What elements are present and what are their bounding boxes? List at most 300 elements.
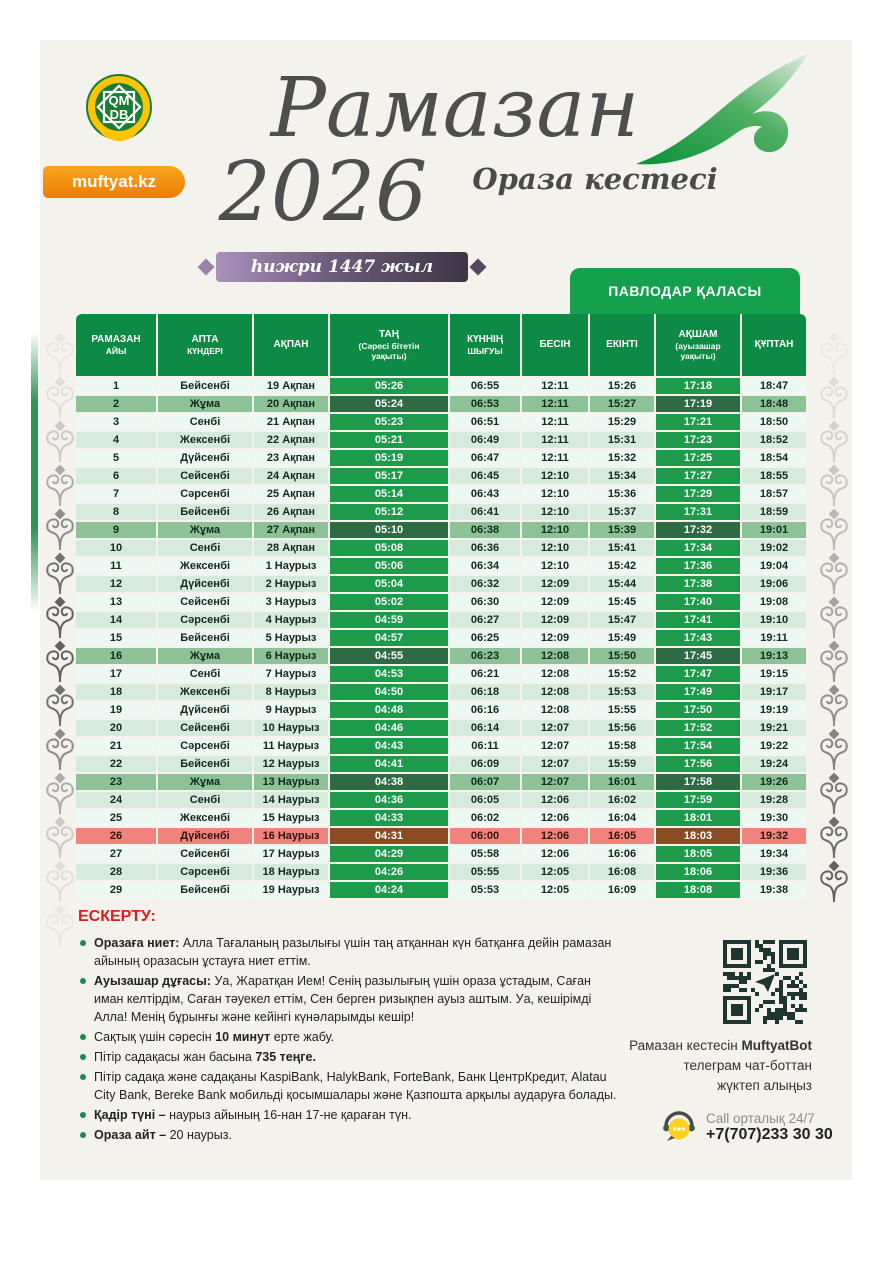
table-body: [76, 378, 806, 898]
note-item: Сақтық үшін сәресін 10 минут ерте жабу.: [78, 1028, 623, 1046]
cell-aqsham-time: 17:38: [656, 576, 740, 592]
cell-sunrise-time: 06:43: [450, 486, 520, 502]
cell-tan-time: 04:36: [330, 792, 448, 808]
cell-besin-time: 12:09: [522, 612, 588, 628]
cell-ekinti-time: 16:05: [590, 828, 654, 844]
ornament-motif-icon: [45, 420, 75, 464]
cell-tan-time: 05:04: [330, 576, 448, 592]
cell-aqsham-time: 17:54: [656, 738, 740, 754]
table-row: [76, 468, 806, 484]
call-center-phone[interactable]: +7(707)233 30 30: [706, 1125, 833, 1143]
cell-sunrise-time: 06:25: [450, 630, 520, 646]
cell-quptan-time: 19:28: [742, 792, 806, 808]
cell-date: 8 Наурыз: [254, 684, 328, 700]
ornament-motif-icon: [45, 376, 75, 420]
ornament-motif-icon: [819, 552, 849, 596]
cell-besin-time: 12:08: [522, 684, 588, 700]
cell-day-number: 15: [76, 630, 156, 646]
cell-besin-time: 12:06: [522, 846, 588, 862]
cell-besin-time: 12:11: [522, 378, 588, 394]
cell-ekinti-time: 16:06: [590, 846, 654, 862]
cell-ekinti-time: 15:39: [590, 522, 654, 538]
table-row: [76, 720, 806, 736]
cell-weekday: Жексенбі: [158, 558, 252, 574]
cell-ekinti-time: 15:55: [590, 702, 654, 718]
cell-tan-time: 05:14: [330, 486, 448, 502]
cell-weekday: Бейсенбі: [158, 504, 252, 520]
cell-ekinti-time: 15:44: [590, 576, 654, 592]
cell-quptan-time: 19:08: [742, 594, 806, 610]
cell-ekinti-time: 16:04: [590, 810, 654, 826]
table-row: [76, 792, 806, 808]
cell-weekday: Бейсенбі: [158, 378, 252, 394]
cell-weekday: Сейсенбі: [158, 594, 252, 610]
cell-day-number: 4: [76, 432, 156, 448]
qr-caption: Рамазан кестесін MuftyatBot телеграм чат-боттан жүктеп алыңыз: [629, 1038, 812, 1093]
cell-aqsham-time: 17:45: [656, 648, 740, 664]
note-item: Пітір садақа және садақаны KaspiBank, HalykBank, ForteBank, Банк ЦентрКредит, Alatau City Bank, Bereke Bank мобильді қосымшалары және Қазпошта арқылы аударуға болады.: [78, 1068, 623, 1104]
cell-day-number: 10: [76, 540, 156, 556]
cell-ekinti-time: 15:31: [590, 432, 654, 448]
cell-quptan-time: 19:01: [742, 522, 806, 538]
ornament-motif-icon: [45, 596, 75, 640]
cell-day-number: 23: [76, 774, 156, 790]
poster-page: [40, 40, 852, 1180]
ornament-motif-icon: [45, 728, 75, 772]
cell-aqsham-time: 17:58: [656, 774, 740, 790]
table-row: [76, 684, 806, 700]
cell-sunrise-time: 05:55: [450, 864, 520, 880]
cell-ekinti-time: 15:37: [590, 504, 654, 520]
cell-quptan-time: 18:54: [742, 450, 806, 466]
cell-date: 15 Наурыз: [254, 810, 328, 826]
ornament-motif-icon: [45, 508, 75, 552]
cell-quptan-time: 19:06: [742, 576, 806, 592]
cell-date: 19 Наурыз: [254, 882, 328, 898]
cell-tan-time: 05:17: [330, 468, 448, 484]
cell-day-number: 12: [76, 576, 156, 592]
table-row: [76, 396, 806, 412]
cell-ekinti-time: 15:26: [590, 378, 654, 394]
cell-aqsham-time: 17:43: [656, 630, 740, 646]
cell-ekinti-time: 15:59: [590, 756, 654, 772]
cell-sunrise-time: 06:53: [450, 396, 520, 412]
cell-sunrise-time: 05:58: [450, 846, 520, 862]
cell-quptan-time: 18:52: [742, 432, 806, 448]
cell-ekinti-time: 15:49: [590, 630, 654, 646]
cell-weekday: Жұма: [158, 522, 252, 538]
cell-quptan-time: 19:30: [742, 810, 806, 826]
table-row: [76, 864, 806, 880]
cell-date: 1 Наурыз: [254, 558, 328, 574]
cell-sunrise-time: 06:07: [450, 774, 520, 790]
cell-ekinti-time: 15:34: [590, 468, 654, 484]
call-center-block: [660, 1108, 833, 1146]
cell-day-number: 11: [76, 558, 156, 574]
cell-tan-time: 04:55: [330, 648, 448, 664]
bullet-icon: [80, 940, 86, 946]
cell-weekday: Жексенбі: [158, 432, 252, 448]
cell-sunrise-time: 06:21: [450, 666, 520, 682]
cell-tan-time: 04:38: [330, 774, 448, 790]
cell-aqsham-time: 17:29: [656, 486, 740, 502]
cell-besin-time: 12:11: [522, 414, 588, 430]
table-row: [76, 774, 806, 790]
column-header: БЕСІН: [522, 314, 588, 376]
cell-date: 23 Ақпан: [254, 450, 328, 466]
cell-ekinti-time: 16:01: [590, 774, 654, 790]
cell-quptan-time: 19:17: [742, 684, 806, 700]
cell-quptan-time: 19:11: [742, 630, 806, 646]
column-header: ҚҰПТАН: [742, 314, 806, 376]
cell-sunrise-time: 06:51: [450, 414, 520, 430]
cell-day-number: 28: [76, 864, 156, 880]
ornament-motif-icon: [45, 772, 75, 816]
ornament-motif-icon: [819, 508, 849, 552]
cell-ekinti-time: 15:27: [590, 396, 654, 412]
cell-besin-time: 12:07: [522, 720, 588, 736]
cell-weekday: Сәрсенбі: [158, 864, 252, 880]
note-item: Оразаға ниет: Алла Тағаланың разылығы үшін таң атқаннан күн батқанға дейін рамазан айының оразасын ұстауға ниет еттім.: [78, 934, 623, 970]
cell-day-number: 26: [76, 828, 156, 844]
cell-aqsham-time: 18:05: [656, 846, 740, 862]
cell-ekinti-time: 15:41: [590, 540, 654, 556]
table-row: [76, 576, 806, 592]
cell-ekinti-time: 15:36: [590, 486, 654, 502]
cell-day-number: 20: [76, 720, 156, 736]
cell-quptan-time: 19:10: [742, 612, 806, 628]
cell-weekday: Сейсенбі: [158, 846, 252, 862]
cell-date: 2 Наурыз: [254, 576, 328, 592]
cell-date: 28 Ақпан: [254, 540, 328, 556]
cell-besin-time: 12:06: [522, 792, 588, 808]
cell-tan-time: 04:41: [330, 756, 448, 772]
cell-aqsham-time: 18:06: [656, 864, 740, 880]
cell-aqsham-time: 17:52: [656, 720, 740, 736]
cell-weekday: Сенбі: [158, 666, 252, 682]
cell-quptan-time: 19:38: [742, 882, 806, 898]
cell-tan-time: 04:48: [330, 702, 448, 718]
cell-date: 27 Ақпан: [254, 522, 328, 538]
cell-tan-time: 04:31: [330, 828, 448, 844]
table-row: [76, 594, 806, 610]
cell-ekinti-time: 15:29: [590, 414, 654, 430]
cell-besin-time: 12:05: [522, 864, 588, 880]
cell-quptan-time: 18:59: [742, 504, 806, 520]
cell-quptan-time: 18:55: [742, 468, 806, 484]
cell-date: 7 Наурыз: [254, 666, 328, 682]
cell-besin-time: 12:10: [522, 486, 588, 502]
cell-besin-time: 12:11: [522, 450, 588, 466]
cell-quptan-time: 19:15: [742, 666, 806, 682]
cell-weekday: Дүйсенбі: [158, 576, 252, 592]
cell-tan-time: 04:26: [330, 864, 448, 880]
ornament-motif-icon: [819, 596, 849, 640]
ornament-motif-icon: [819, 772, 849, 816]
cell-besin-time: 12:06: [522, 810, 588, 826]
cell-besin-time: 12:10: [522, 504, 588, 520]
ornament-motif-icon: [45, 860, 75, 904]
call-center-icon: [660, 1108, 698, 1146]
cell-date: 19 Ақпан: [254, 378, 328, 394]
cell-besin-time: 12:06: [522, 828, 588, 844]
cell-day-number: 14: [76, 612, 156, 628]
column-header: КҮННІҢ ШЫҒУЫ: [450, 314, 520, 376]
cell-day-number: 29: [76, 882, 156, 898]
column-header: ЕКІНТІ: [590, 314, 654, 376]
table-row: [76, 378, 806, 394]
cell-sunrise-time: 06:14: [450, 720, 520, 736]
table-row: [76, 882, 806, 898]
cell-quptan-time: 19:02: [742, 540, 806, 556]
cell-sunrise-time: 06:27: [450, 612, 520, 628]
cell-weekday: Жұма: [158, 774, 252, 790]
cell-date: 10 Наурыз: [254, 720, 328, 736]
wave-swoosh-icon: [632, 52, 817, 182]
notes-section: [78, 908, 623, 1146]
ornament-border-right: [819, 332, 849, 904]
ornament-motif-icon: [819, 728, 849, 772]
cell-ekinti-time: 15:42: [590, 558, 654, 574]
cell-tan-time: 05:26: [330, 378, 448, 394]
ornament-motif-icon: [45, 816, 75, 860]
cell-tan-time: 05:23: [330, 414, 448, 430]
cell-tan-time: 04:43: [330, 738, 448, 754]
cell-tan-time: 04:53: [330, 666, 448, 682]
cell-tan-time: 04:59: [330, 612, 448, 628]
cell-tan-time: 05:10: [330, 522, 448, 538]
cell-weekday: Сенбі: [158, 540, 252, 556]
table-row: [76, 702, 806, 718]
cell-ekinti-time: 15:53: [590, 684, 654, 700]
ornament-motif-icon: [45, 464, 75, 508]
cell-tan-time: 04:24: [330, 882, 448, 898]
cell-weekday: Бейсенбі: [158, 882, 252, 898]
cell-weekday: Сәрсенбі: [158, 612, 252, 628]
cell-besin-time: 12:10: [522, 468, 588, 484]
table-row: [76, 648, 806, 664]
cell-sunrise-time: 06:30: [450, 594, 520, 610]
cell-date: 5 Наурыз: [254, 630, 328, 646]
cell-weekday: Сәрсенбі: [158, 738, 252, 754]
cell-aqsham-time: 17:23: [656, 432, 740, 448]
cell-date: 18 Наурыз: [254, 864, 328, 880]
ornament-motif-icon: [819, 464, 849, 508]
cell-aqsham-time: 17:21: [656, 414, 740, 430]
cell-tan-time: 04:29: [330, 846, 448, 862]
note-item: Пітір садақасы жан басына 735 теңге.: [78, 1048, 623, 1066]
cell-date: 16 Наурыз: [254, 828, 328, 844]
cell-day-number: 5: [76, 450, 156, 466]
cell-date: 12 Наурыз: [254, 756, 328, 772]
green-stripe-decoration: [31, 332, 38, 612]
cell-ekinti-time: 16:02: [590, 792, 654, 808]
cell-ekinti-time: 15:56: [590, 720, 654, 736]
title-ramazan: Рамазан: [270, 61, 640, 156]
cell-day-number: 13: [76, 594, 156, 610]
telegram-qr-code: [723, 940, 807, 1024]
cell-besin-time: 12:09: [522, 630, 588, 646]
title-year: 2026: [218, 145, 428, 240]
cell-quptan-time: 18:47: [742, 378, 806, 394]
cell-date: 26 Ақпан: [254, 504, 328, 520]
cell-quptan-time: 19:04: [742, 558, 806, 574]
cell-date: 24 Ақпан: [254, 468, 328, 484]
cell-date: 20 Ақпан: [254, 396, 328, 412]
cell-sunrise-time: 06:36: [450, 540, 520, 556]
cell-aqsham-time: 17:47: [656, 666, 740, 682]
logo-text-bottom: DB: [109, 107, 129, 122]
cell-date: 14 Наурыз: [254, 792, 328, 808]
cell-weekday: Сейсенбі: [158, 720, 252, 736]
cell-aqsham-time: 17:31: [656, 504, 740, 520]
ornament-motif-icon: [45, 640, 75, 684]
table-row: [76, 558, 806, 574]
cell-sunrise-time: 06:00: [450, 828, 520, 844]
cell-tan-time: 04:33: [330, 810, 448, 826]
cell-quptan-time: 19:24: [742, 756, 806, 772]
table-row: [76, 756, 806, 772]
bullet-icon: [80, 1112, 86, 1118]
bullet-icon: [80, 1074, 86, 1080]
cell-day-number: 1: [76, 378, 156, 394]
cell-besin-time: 12:07: [522, 738, 588, 754]
cell-ekinti-time: 16:08: [590, 864, 654, 880]
cell-quptan-time: 19:21: [742, 720, 806, 736]
table-row: [76, 450, 806, 466]
hijri-banner: һижри 1447 жыл: [216, 252, 468, 282]
cell-day-number: 25: [76, 810, 156, 826]
table-header-row: [76, 314, 806, 376]
cell-weekday: Дүйсенбі: [158, 702, 252, 718]
note-item: Қадір түні – наурыз айының 16-нан 17-не қараған түн.: [78, 1106, 623, 1124]
table-row: [76, 432, 806, 448]
ornament-motif-icon: [819, 376, 849, 420]
cell-besin-time: 12:05: [522, 882, 588, 898]
cell-besin-time: 12:08: [522, 666, 588, 682]
cell-weekday: Дүйсенбі: [158, 450, 252, 466]
cell-date: 13 Наурыз: [254, 774, 328, 790]
city-button[interactable]: ПАВЛОДАР ҚАЛАСЫ: [570, 268, 800, 314]
cell-quptan-time: 19:32: [742, 828, 806, 844]
cell-sunrise-time: 06:02: [450, 810, 520, 826]
table-row: [76, 486, 806, 502]
cell-day-number: 24: [76, 792, 156, 808]
cell-day-number: 8: [76, 504, 156, 520]
ornament-motif-icon: [819, 640, 849, 684]
cell-besin-time: 12:10: [522, 522, 588, 538]
cell-tan-time: 05:24: [330, 396, 448, 412]
cell-aqsham-time: 18:08: [656, 882, 740, 898]
table-row: [76, 612, 806, 628]
cell-aqsham-time: 17:27: [656, 468, 740, 484]
cell-date: 9 Наурыз: [254, 702, 328, 718]
cell-sunrise-time: 06:11: [450, 738, 520, 754]
prayer-timetable: [76, 314, 806, 900]
cell-quptan-time: 19:34: [742, 846, 806, 862]
cell-ekinti-time: 15:32: [590, 450, 654, 466]
cell-date: 25 Ақпан: [254, 486, 328, 502]
cell-sunrise-time: 06:55: [450, 378, 520, 394]
cell-besin-time: 12:09: [522, 594, 588, 610]
cell-tan-time: 05:12: [330, 504, 448, 520]
cell-aqsham-time: 17:56: [656, 756, 740, 772]
cell-besin-time: 12:08: [522, 648, 588, 664]
cell-quptan-time: 19:22: [742, 738, 806, 754]
cell-day-number: 18: [76, 684, 156, 700]
cell-quptan-time: 19:19: [742, 702, 806, 718]
cell-sunrise-time: 05:53: [450, 882, 520, 898]
logo-text-top: QM: [108, 93, 130, 108]
cell-aqsham-time: 17:18: [656, 378, 740, 394]
ornament-motif-icon: [45, 332, 75, 376]
cell-aqsham-time: 18:03: [656, 828, 740, 844]
cell-ekinti-time: 15:58: [590, 738, 654, 754]
cell-quptan-time: 19:36: [742, 864, 806, 880]
note-item: Ораза айт – 20 наурыз.: [78, 1126, 623, 1144]
bullet-icon: [80, 1054, 86, 1060]
cell-weekday: Бейсенбі: [158, 630, 252, 646]
cell-aqsham-time: 17:59: [656, 792, 740, 808]
cell-besin-time: 12:10: [522, 558, 588, 574]
cell-weekday: Жұма: [158, 396, 252, 412]
cell-sunrise-time: 06:09: [450, 756, 520, 772]
cell-weekday: Сенбі: [158, 792, 252, 808]
muftyat-badge[interactable]: muftyat.kz: [43, 166, 185, 198]
column-header: РАМАЗАН АЙЫ: [76, 314, 156, 376]
table-row: [76, 630, 806, 646]
cell-besin-time: 12:09: [522, 576, 588, 592]
table-row: [76, 414, 806, 430]
cell-aqsham-time: 17:36: [656, 558, 740, 574]
cell-date: 11 Наурыз: [254, 738, 328, 754]
cell-date: 17 Наурыз: [254, 846, 328, 862]
cell-besin-time: 12:10: [522, 540, 588, 556]
table-row: [76, 540, 806, 556]
cell-weekday: Дүйсенбі: [158, 828, 252, 844]
cell-day-number: 7: [76, 486, 156, 502]
cell-aqsham-time: 18:01: [656, 810, 740, 826]
ornament-motif-icon: [819, 332, 849, 376]
cell-aqsham-time: 17:49: [656, 684, 740, 700]
notes-heading: ЕСКЕРТУ:: [78, 908, 156, 925]
cell-sunrise-time: 06:18: [450, 684, 520, 700]
table-row: [76, 666, 806, 682]
cell-aqsham-time: 17:40: [656, 594, 740, 610]
column-header: АҚПАН: [254, 314, 328, 376]
cell-aqsham-time: 17:34: [656, 540, 740, 556]
cell-sunrise-time: 06:45: [450, 468, 520, 484]
cell-date: 3 Наурыз: [254, 594, 328, 610]
cell-date: 4 Наурыз: [254, 612, 328, 628]
cell-sunrise-time: 06:32: [450, 576, 520, 592]
cell-aqsham-time: 17:50: [656, 702, 740, 718]
cell-quptan-time: 19:13: [742, 648, 806, 664]
cell-day-number: 2: [76, 396, 156, 412]
cell-tan-time: 05:06: [330, 558, 448, 574]
bullet-icon: [80, 1034, 86, 1040]
ornament-motif-icon: [819, 860, 849, 904]
cell-weekday: Жексенбі: [158, 684, 252, 700]
cell-day-number: 21: [76, 738, 156, 754]
cell-ekinti-time: 15:50: [590, 648, 654, 664]
note-item: Ауызашар дұғасы: Уа, Жаратқан Ием! Сенің разылығың үшін ораза ұстадым, Саған иман келтірдім, Саған тәуекел еттім, Сен берген ризықпен ауыз аштым. Уа, кешірімді Алла! Менің бұрынғы және кейінгі күнәларымды кешір!: [78, 972, 623, 1026]
cell-quptan-time: 18:50: [742, 414, 806, 430]
ornament-motif-icon: [819, 684, 849, 728]
cell-tan-time: 04:57: [330, 630, 448, 646]
cell-tan-time: 04:50: [330, 684, 448, 700]
ornament-motif-icon: [819, 420, 849, 464]
